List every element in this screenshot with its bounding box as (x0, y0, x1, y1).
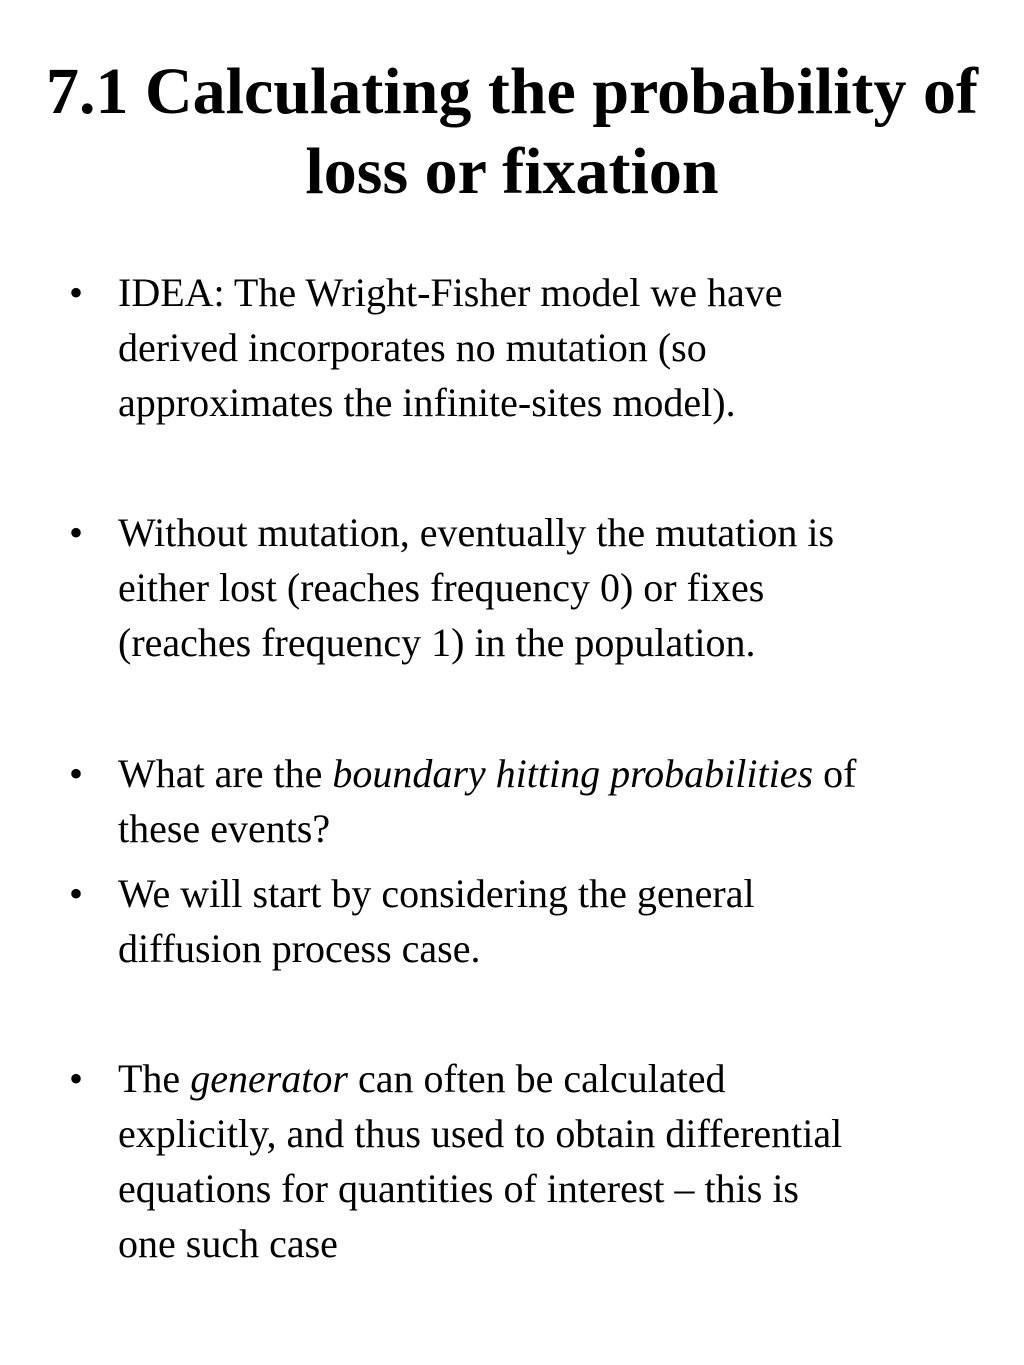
bullet-icon: • (68, 510, 83, 555)
bullet-emphasis: generator (190, 1056, 348, 1101)
bullet-text-before: The (118, 1056, 191, 1101)
bullet-icon: • (68, 1056, 83, 1101)
slide-title: 7.1 Calculating the probability of loss or fixation (45, 55, 979, 208)
bullet-icon: • (68, 270, 83, 315)
bullet-text-before: What are the (118, 751, 333, 796)
bullet-text-after: can often be calculated explicitly, and thus used to obtain differential equations for quantities of interest – this is one such case (118, 1056, 843, 1266)
bullet-icon: • (68, 871, 83, 916)
bullet-text (118, 746, 978, 856)
bullet-text: IDEA: The Wright-Fisher model we have derived incorporates no mutation (so approximates the infinite-sites model). (118, 270, 783, 425)
bullet-text: Without mutation, eventually the mutation is either lost (reaches frequency 0) or fixes (reaches frequency 1) in the population. (118, 510, 835, 665)
bullet-emphasis: boundary hitting probabilities (332, 751, 814, 796)
bullet-text-after: of these events? (118, 751, 857, 851)
bullet-text (118, 1051, 978, 1271)
bullet-text: We will start by considering the general diffusion process case. (118, 871, 755, 971)
bullet-icon: • (68, 751, 83, 796)
